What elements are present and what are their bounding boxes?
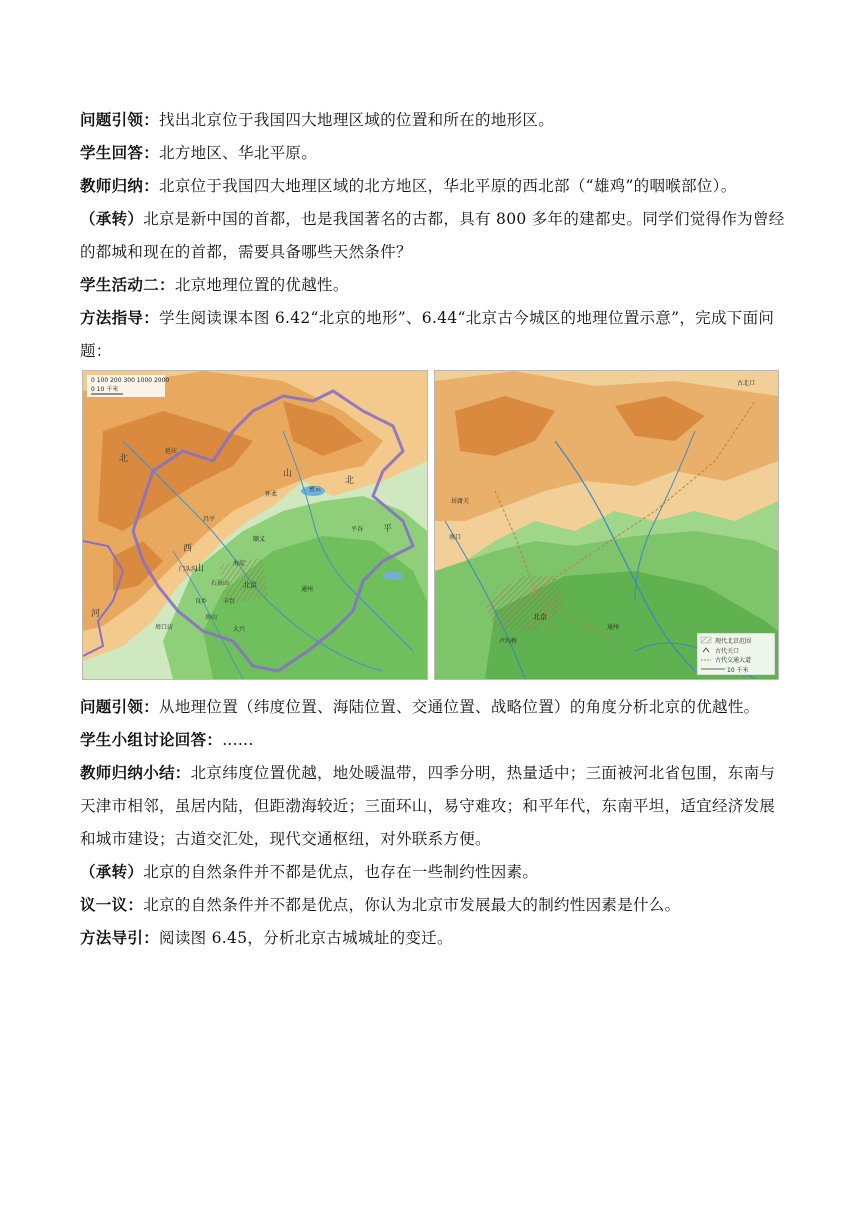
paragraph-label: 教师归纳：	[80, 177, 160, 195]
legend-item: 古代关口	[715, 648, 740, 655]
paragraph-teacher-conclusion	[80, 757, 785, 856]
place-label: 海淀	[233, 560, 246, 567]
paragraph-student-answer	[80, 137, 785, 170]
paragraph-method-guide	[80, 302, 785, 368]
paragraph-method-lead	[80, 922, 785, 955]
paragraph-label: （承转）	[80, 210, 144, 228]
paragraph-group-discussion	[80, 724, 785, 757]
place-label: 门头沟	[179, 566, 198, 573]
legend-item: 现代北京范围	[715, 638, 752, 645]
paragraph-label: 学生小组讨论回答：	[80, 731, 223, 749]
place-label: 居庸关	[451, 498, 470, 505]
map-scale-ticks: 0 100 200 300 1000 2000	[91, 377, 170, 384]
place-label: 通州	[301, 586, 314, 593]
beijing-city-location-map	[434, 370, 779, 680]
paragraph-label: （承转）	[80, 863, 144, 881]
place-label: 周口店	[155, 624, 174, 631]
legend-item: 古代交通大道	[715, 657, 752, 664]
paragraph-text: 北京地理位置的优越性。	[174, 276, 349, 294]
place-label: 卢沟桥	[499, 638, 518, 645]
region-char: 山	[283, 469, 293, 479]
paragraph-label: 问题引领：	[80, 111, 160, 129]
paragraph-transition-1	[80, 203, 785, 269]
paragraph-text: 北方地区、华北平原。	[159, 144, 318, 162]
maps-figure-row	[80, 370, 785, 685]
paragraph-question-lead-2	[80, 691, 785, 724]
place-label: 丰台	[223, 598, 236, 605]
region-char: 平	[383, 524, 393, 534]
region-char: 西	[183, 544, 193, 554]
paragraph-text: 北京的自然条件并不都是优点，也存在一些制约性因素。	[143, 863, 539, 881]
paragraph-label: 方法指导：	[80, 309, 160, 327]
paragraph-text: 从地理位置（纬度位置、海陆位置、交通位置、战略位置）的角度分析北京的优越性。	[159, 698, 760, 716]
paragraph-label: 议一议：	[80, 896, 144, 914]
place-label: 延庆	[165, 448, 178, 455]
paragraph-label: 学生回答：	[80, 144, 160, 162]
paragraph-label: 方法导引：	[80, 929, 160, 947]
paragraph-discuss	[80, 889, 785, 922]
paragraph-text: 学生阅读课本图 6.42“北京的地形”、6.44“北京古今城区的地理位置示意”，完成下面问题：	[80, 309, 775, 360]
place-label: 良乡	[195, 598, 208, 605]
place-label: 顺义	[253, 536, 266, 543]
place-label: 怀柔	[265, 491, 278, 498]
paragraph-text: 北京位于我国四大地理区域的北方地区，华北平原的西北部（“雄鸡”的咽喉部位）。	[159, 177, 737, 195]
place-label: 平谷	[351, 526, 364, 533]
paragraph-student-activity	[80, 269, 785, 302]
region-char: 北	[119, 454, 129, 464]
paragraph-transition-2	[80, 856, 785, 889]
region-char: 河	[91, 609, 101, 619]
beijing-terrain-map	[82, 370, 428, 680]
paragraph-label: 教师归纳小结：	[80, 764, 191, 782]
map-scale-unit: 0 10 千米	[91, 386, 119, 393]
region-char: 山	[195, 564, 205, 574]
paragraph-label: 问题引领：	[80, 698, 160, 716]
place-label: 古北口	[737, 380, 756, 387]
region-char: 北	[345, 476, 355, 486]
place-label: 北京	[243, 581, 257, 589]
paragraph-text: 北京纬度位置优越，地处暖温带，四季分明，热量适中；三面被河北省包围，东南与天津市相邻，虽居内陆，但距渤海较近；三面环山，易守难攻；和平年代，东南平坦，适宜经济发展和城市建设；古道交汇处，现代交通枢纽，对外联系方便。	[80, 764, 776, 848]
place-label: 大兴	[233, 626, 246, 633]
paragraph-text: 北京的自然条件并不都是优点，你认为北京市发展最大的制约性因素是什么。	[143, 896, 681, 914]
paragraph-teacher-summary	[80, 170, 785, 203]
place-label: 密云	[309, 486, 322, 493]
place-label: 房山	[205, 614, 218, 621]
paragraph-text: 找出北京位于我国四大地理区域的位置和所在的地形区。	[159, 111, 555, 129]
place-label: 北京	[533, 613, 547, 621]
paragraph-text: 阅读图 6.45，分析北京古城城址的变迁。	[159, 929, 453, 947]
place-label: 石景山	[211, 580, 230, 587]
paragraph-question-lead-1	[80, 104, 785, 137]
paragraph-text: 北京是新中国的首都，也是我国著名的古都，具有 800 多年的建都史。同学们觉得作为曾经的都城和现在的首都，需要具备哪些天然条件？	[80, 210, 785, 261]
paragraph-label: 学生活动二：	[80, 276, 175, 294]
document-page	[80, 104, 785, 955]
map-scale: 10 千米	[727, 667, 749, 674]
place-label: 昌平	[203, 516, 216, 523]
place-label: 南口	[449, 534, 462, 541]
paragraph-text: ......	[222, 731, 254, 749]
place-label: 通州	[607, 624, 620, 631]
